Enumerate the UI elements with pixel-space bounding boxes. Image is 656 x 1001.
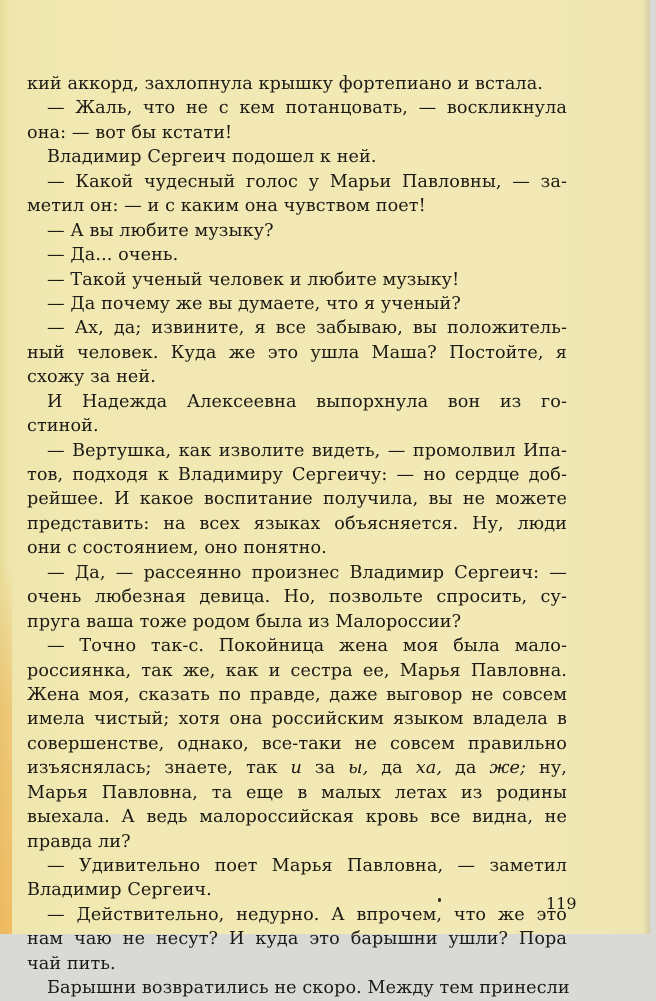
text-line: пруга ваша тоже родом была из Малороссии? bbox=[27, 611, 462, 632]
text-line: схожу за ней. bbox=[27, 367, 156, 388]
text-line: правда ли? bbox=[27, 831, 131, 852]
italic-letter: же; bbox=[489, 758, 527, 779]
text-line: россиянка, так же, как и сестра ее, Марья Павловна. bbox=[27, 660, 567, 681]
text-line: — А вы любите музыку? bbox=[47, 220, 274, 241]
text-line: — Ах, да; извините, я все забываю, вы положитель- bbox=[47, 318, 567, 339]
page-number: 119 bbox=[546, 894, 577, 913]
text-run: изъяснялась; знаете, так bbox=[27, 758, 291, 779]
text-run: ну, bbox=[526, 758, 567, 779]
text-line: — Жаль, что не с кем потанцовать, — воскликнула bbox=[47, 98, 567, 119]
italic-letter: ы, bbox=[348, 758, 369, 779]
text-line: совершенстве, однако, все-таки не совсем правильно bbox=[27, 733, 567, 754]
text-line: — Точно так-с. Покойница жена моя была мало- bbox=[47, 636, 567, 657]
italic-letter: ха, bbox=[415, 758, 443, 779]
page-body-text bbox=[27, 72, 570, 1001]
print-speck bbox=[438, 898, 441, 902]
text-line: они с состоянием, оно понятно. bbox=[27, 538, 327, 559]
italic-letter: и bbox=[290, 758, 302, 779]
text-line bbox=[27, 756, 567, 780]
text-line: Барышни возвратились не скоро. Между тем принесли bbox=[47, 978, 570, 999]
text-line: И Надежда Алексеевна выпорхнула вон из го- bbox=[47, 391, 567, 412]
text-line: рейшее. И какое воспитание получила, вы не можете bbox=[27, 489, 567, 510]
text-line: — Какой чудесный голос у Марьи Павловны, — за- bbox=[47, 171, 567, 192]
text-run: да bbox=[368, 758, 416, 779]
text-line: — Действительно, недурно. А впрочем, что же это bbox=[47, 904, 567, 925]
text-line: метил он: — и с каким она чувством поет! bbox=[27, 196, 426, 217]
text-line: имела чистый; хотя она российским языком владела в bbox=[27, 709, 567, 730]
text-line: чай пить. bbox=[27, 953, 116, 974]
text-line: — Такой ученый человек и любите музыку! bbox=[47, 269, 460, 290]
text-run: да bbox=[442, 758, 490, 779]
text-line: она: — вот бы кстати! bbox=[27, 122, 233, 143]
text-line: выехала. А ведь малороссийская кровь все видна, не bbox=[27, 807, 567, 828]
text-line: тов, подходя к Владимиру Сергеичу: — но сердце доб- bbox=[27, 465, 567, 485]
text-line: представить: на всех языках объясняется. Ну, люди bbox=[27, 513, 567, 534]
text-line: стиной. bbox=[27, 416, 99, 437]
text-line: Владимир Сергеич. bbox=[27, 880, 212, 901]
text-line: Владимир Сергеич подошел к ней. bbox=[47, 147, 377, 168]
text-line: — Да почему же вы думаете, что я ученый? bbox=[47, 293, 461, 314]
text-line: — Вертушка, как изволите видеть, — промолвил Ипа- bbox=[47, 440, 567, 461]
text-line: — Да, — рассеянно произнес Владимир Сергеич: — bbox=[47, 562, 567, 583]
text-line: — Удивительно поет Марья Павловна, — заметил bbox=[47, 856, 567, 876]
text-line: кий аккорд, захлопнула крышку фортепиано и встала. bbox=[27, 74, 543, 94]
text-line: Марья Павловна, та еще в малых летах из родины bbox=[27, 782, 567, 803]
text-run: за bbox=[301, 758, 349, 779]
text-line: нам чаю не несут? И куда это барышни ушли? Пора bbox=[27, 929, 567, 950]
text-line: очень любезная девица. Но, позвольте спросить, су- bbox=[27, 587, 567, 608]
text-line: Жена моя, сказать по правде, даже выговор не совсем bbox=[27, 684, 567, 705]
text-line: ный человек. Куда же это ушла Маша? Постойте, я bbox=[27, 342, 567, 363]
text-line: — Да... очень. bbox=[47, 245, 179, 266]
